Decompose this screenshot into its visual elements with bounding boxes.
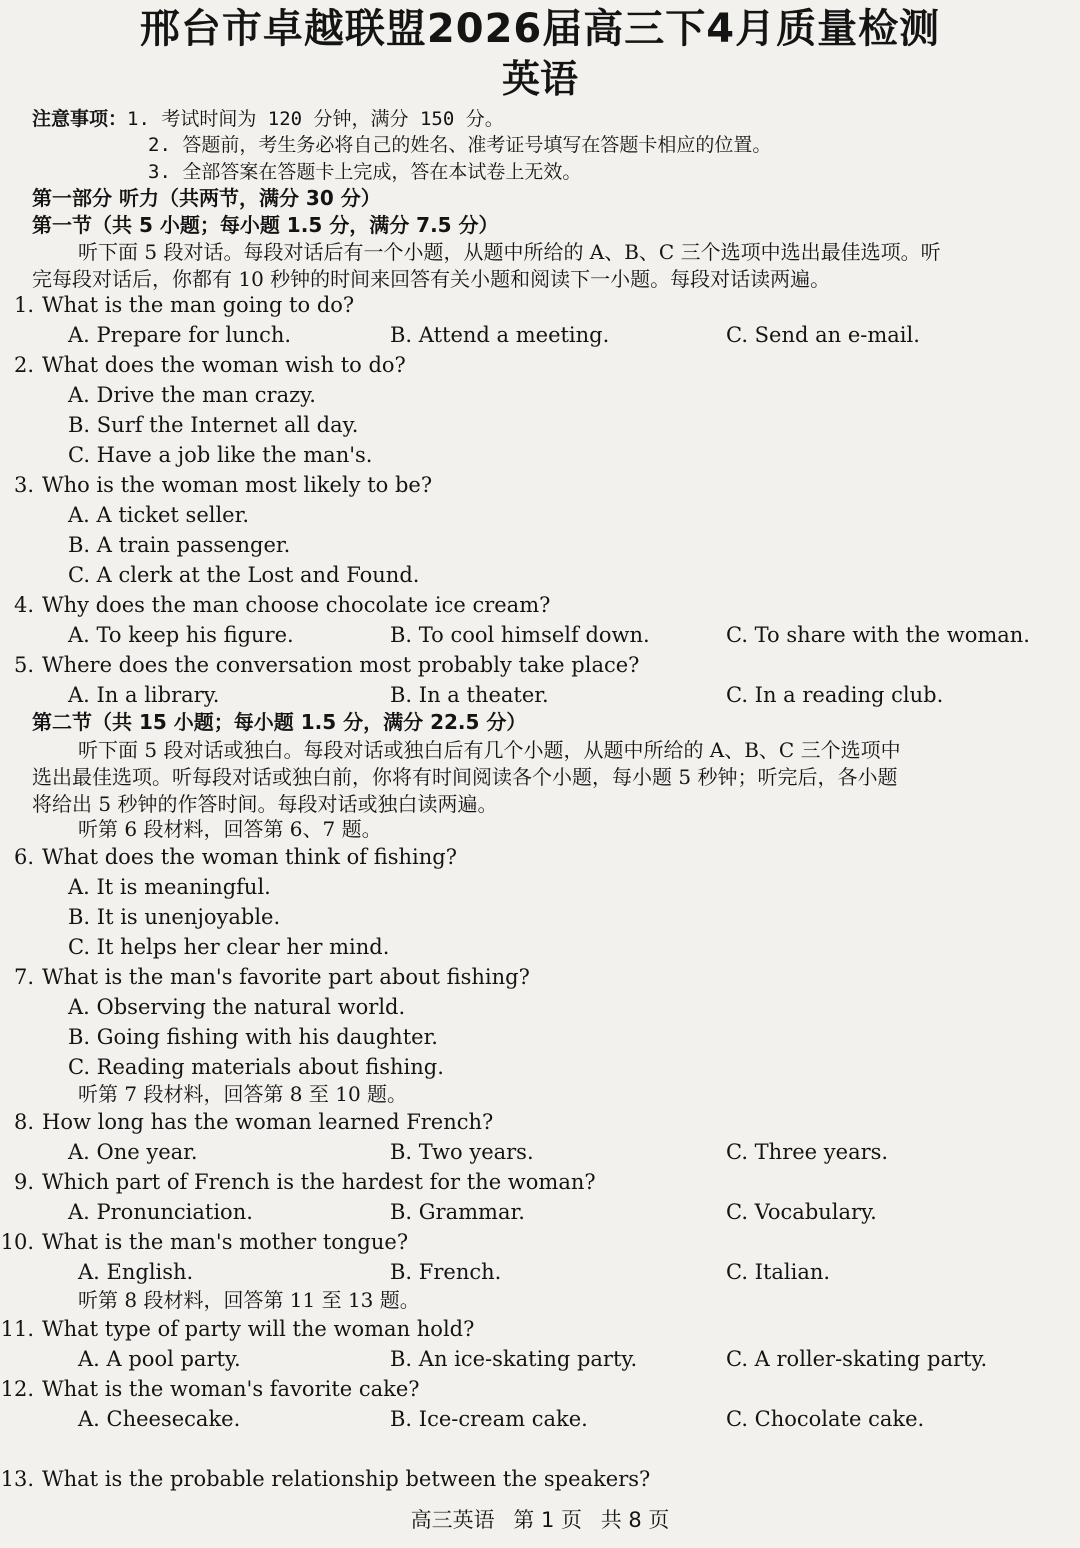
footer-page: 第 1 页 [513,1508,582,1532]
option: B. French. [390,1260,502,1284]
option: A. Cheesecake. [78,1407,241,1431]
option: A. In a library. [68,683,220,707]
question: 11. What type of party will the woman hold? [0,1317,475,1341]
option: B. Surf the Internet all day. [68,413,359,437]
question: 5. Where does the conversation most probably take place? [13,653,640,677]
notice-item: 1. 考试时间为 120 分钟，满分 150 分。 [127,108,504,130]
page-footer [0,1504,1080,1534]
option: C. It helps her clear her mind. [68,935,390,959]
option: B. A train passenger. [68,533,291,557]
option: A. Observing the natural world. [68,995,406,1019]
option: B. Going fishing with his daughter. [68,1025,438,1049]
notice-item: 3. 全部答案在答题卡上完成，答在本试卷上无效。 [148,161,582,183]
option: A. One year. [68,1140,198,1164]
option: C. Have a job like the man's. [68,443,373,467]
question: 12. What is the woman's favorite cake? [0,1377,420,1401]
section-instruction: 选出最佳选项。听每段对话或独白前，你将有时间阅读各个小题，每小题 5 秒钟；听完后，各小题 [32,765,898,789]
exam-subject: 英语 [501,57,578,101]
question: 8. How long has the woman learned French? [13,1110,494,1134]
section-heading: 第一节（共 5 小题；每小题 1.5 分，满分 7.5 分） [32,213,499,237]
section-instruction: 将给出 5 秒钟的作答时间。每段对话或独白读两遍。 [32,792,498,816]
question: 6. What does the woman think of fishing? [13,845,457,869]
option: A. Drive the man crazy. [68,383,316,407]
section-instruction: 听下面 5 段对话。每段对话后有一个小题，从题中所给的 A、B、C 三个选项中选出最佳选项。听 [78,240,941,264]
question: 3. Who is the woman most likely to be? [13,473,433,497]
option: A. A ticket seller. [68,503,250,527]
option: C. A roller-skating party. [726,1347,988,1371]
option: B. It is unenjoyable. [68,905,281,929]
option: B. To cool himself down. [390,623,650,647]
section-heading: 第二节（共 15 小题；每小题 1.5 分，满分 22.5 分） [32,710,527,734]
option: B. In a theater. [390,683,549,707]
notice-item: 2. 答题前，考生务必将自己的姓名、准考证号填写在答题卡相应的位置。 [148,134,772,156]
option: A. To keep his figure. [68,623,294,647]
option: C. Send an e-mail. [726,323,920,347]
exam-title: 邢台市卓越联盟2026届高三下4月质量检测 [139,6,941,52]
option: B. Attend a meeting. [390,323,610,347]
part-heading: 第一部分 听力（共两节，满分 30 分） [32,186,381,210]
material-note: 听第 8 段材料，回答第 11 至 13 题。 [78,1288,420,1312]
footer-total: 共 8 页 [600,1508,670,1532]
option: C. Reading materials about fishing. [68,1055,444,1079]
question: 2. What does the woman wish to do? [13,353,406,377]
option: C. In a reading club. [726,683,944,707]
option: C. Italian. [726,1260,831,1284]
question: 1. What is the man going to do? [13,293,355,317]
material-note: 听第 7 段材料，回答第 8 至 10 题。 [78,1082,408,1106]
question: 13. What is the probable relationship between the speakers? [0,1467,651,1491]
option: B. Grammar. [390,1200,525,1224]
option: A. Pronunciation. [68,1200,253,1224]
option: C. Vocabulary. [726,1200,877,1224]
notice-line-1 [32,104,504,133]
question: 9. Which part of French is the hardest for the woman? [13,1170,596,1194]
section-instruction: 听下面 5 段对话或独白。每段对话或独白后有几个小题，从题中所给的 A、B、C 三个选项中 [78,738,901,762]
question: 10. What is the man's mother tongue? [0,1230,409,1254]
option: B. Ice-cream cake. [390,1407,588,1431]
option: C. Three years. [726,1140,889,1164]
notice-label: 注意事项： [32,108,128,130]
option: A. It is meaningful. [68,875,271,899]
option: B. Two years. [390,1140,534,1164]
option: A. English. [78,1260,194,1284]
option: A. A pool party. [78,1347,241,1371]
material-note: 听第 6 段材料，回答第 6、7 题。 [78,817,382,841]
option: A. Prepare for lunch. [68,323,292,347]
option: C. A clerk at the Lost and Found. [68,563,420,587]
option: C. To share with the woman. [726,623,1030,647]
option: C. Chocolate cake. [726,1407,925,1431]
section-instruction: 完每段对话后，你都有 10 秒钟的时间来回答有关小题和阅读下一小题。每段对话读两遍。 [32,267,831,291]
footer-subject: 高三英语 [410,1508,495,1532]
question: 7. What is the man's favorite part about fishing? [13,965,530,989]
option: B. An ice-skating party. [390,1347,638,1371]
question: 4. Why does the man choose chocolate ice cream? [13,593,551,617]
